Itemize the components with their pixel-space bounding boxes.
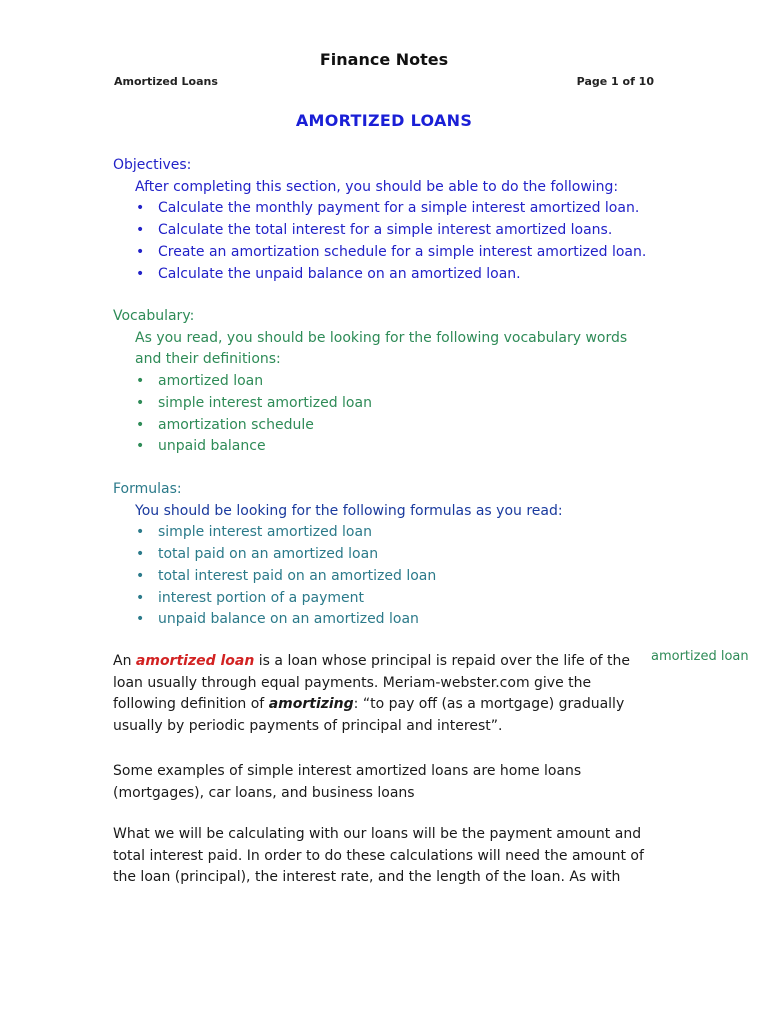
- examples-paragraph: [113, 761, 658, 804]
- list-item: • simple interest amortized loan: [158, 393, 655, 415]
- page-number: Page 1 of 10: [576, 75, 654, 88]
- list-item: • interest portion of a payment: [158, 588, 655, 610]
- list-item: • Calculate the monthly payment for a simple interest amortized loan.: [158, 198, 655, 220]
- vocabulary-heading: Vocabulary:: [113, 308, 195, 324]
- paragraph-text: : “to pay off (as a mortgage) gradually usually by periodic payments of principal and interest”.: [113, 696, 625, 735]
- calculation-paragraph: [113, 824, 658, 889]
- formulas-heading: Formulas:: [113, 481, 182, 497]
- list-item: • total paid on an amortized loan: [158, 544, 655, 566]
- defined-term: amortizing: [268, 696, 354, 713]
- list-item: • simple interest amortized loan: [158, 522, 655, 544]
- list-item: • Create an amortization schedule for a simple interest amortized loan.: [158, 242, 655, 264]
- formulas-list: [113, 522, 655, 631]
- list-item: • unpaid balance: [158, 436, 655, 458]
- definition-paragraph: [113, 651, 658, 738]
- objectives-list: [113, 198, 655, 285]
- list-item: • Calculate the unpaid balance on an amortized loan.: [158, 264, 655, 286]
- paragraph-text: Some examples of simple interest amortized loans are home loans (mortgages), car loans, and business loans: [113, 763, 582, 801]
- section-title: AMORTIZED LOANS: [295, 111, 473, 130]
- document-title: Finance Notes: [319, 50, 449, 69]
- vocabulary-intro: As you read, you should be looking for the following vocabulary words and their definitions:: [135, 329, 628, 368]
- list-item: • total interest paid on an amortized loan: [158, 566, 655, 588]
- paragraph-text: is a loan whose principal is repaid over the life of the loan usually through equal payments. Meriam-webster.com give the following definition of: [113, 653, 631, 713]
- objectives-section: [113, 155, 655, 285]
- vocabulary-section: [113, 306, 655, 458]
- list-item: • amortization schedule: [158, 415, 655, 437]
- paragraph-text: An: [113, 653, 136, 669]
- list-item: • Calculate the total interest for a simple interest amortized loans.: [158, 220, 655, 242]
- vocabulary-list: [113, 371, 655, 458]
- margin-note: amortized loan: [651, 649, 749, 664]
- paragraph-text: What we will be calculating with our loans will be the payment amount and total interest paid. In order to do these calculations will need the amount of the loan (principal), the interest rate, and the length of the loan. As with: [113, 826, 644, 886]
- formulas-intro: You should be looking for the following formulas as you read:: [135, 502, 563, 519]
- objectives-intro: After completing this section, you should be able to do the following:: [135, 178, 619, 195]
- list-item: • unpaid balance on an amortized loan: [158, 609, 655, 631]
- formulas-section: [113, 479, 655, 631]
- objectives-heading: Objectives:: [113, 157, 192, 173]
- defined-term: amortized loan: [135, 653, 255, 669]
- list-item: • amortized loan: [158, 371, 655, 393]
- running-header-topic: Amortized Loans: [114, 75, 218, 88]
